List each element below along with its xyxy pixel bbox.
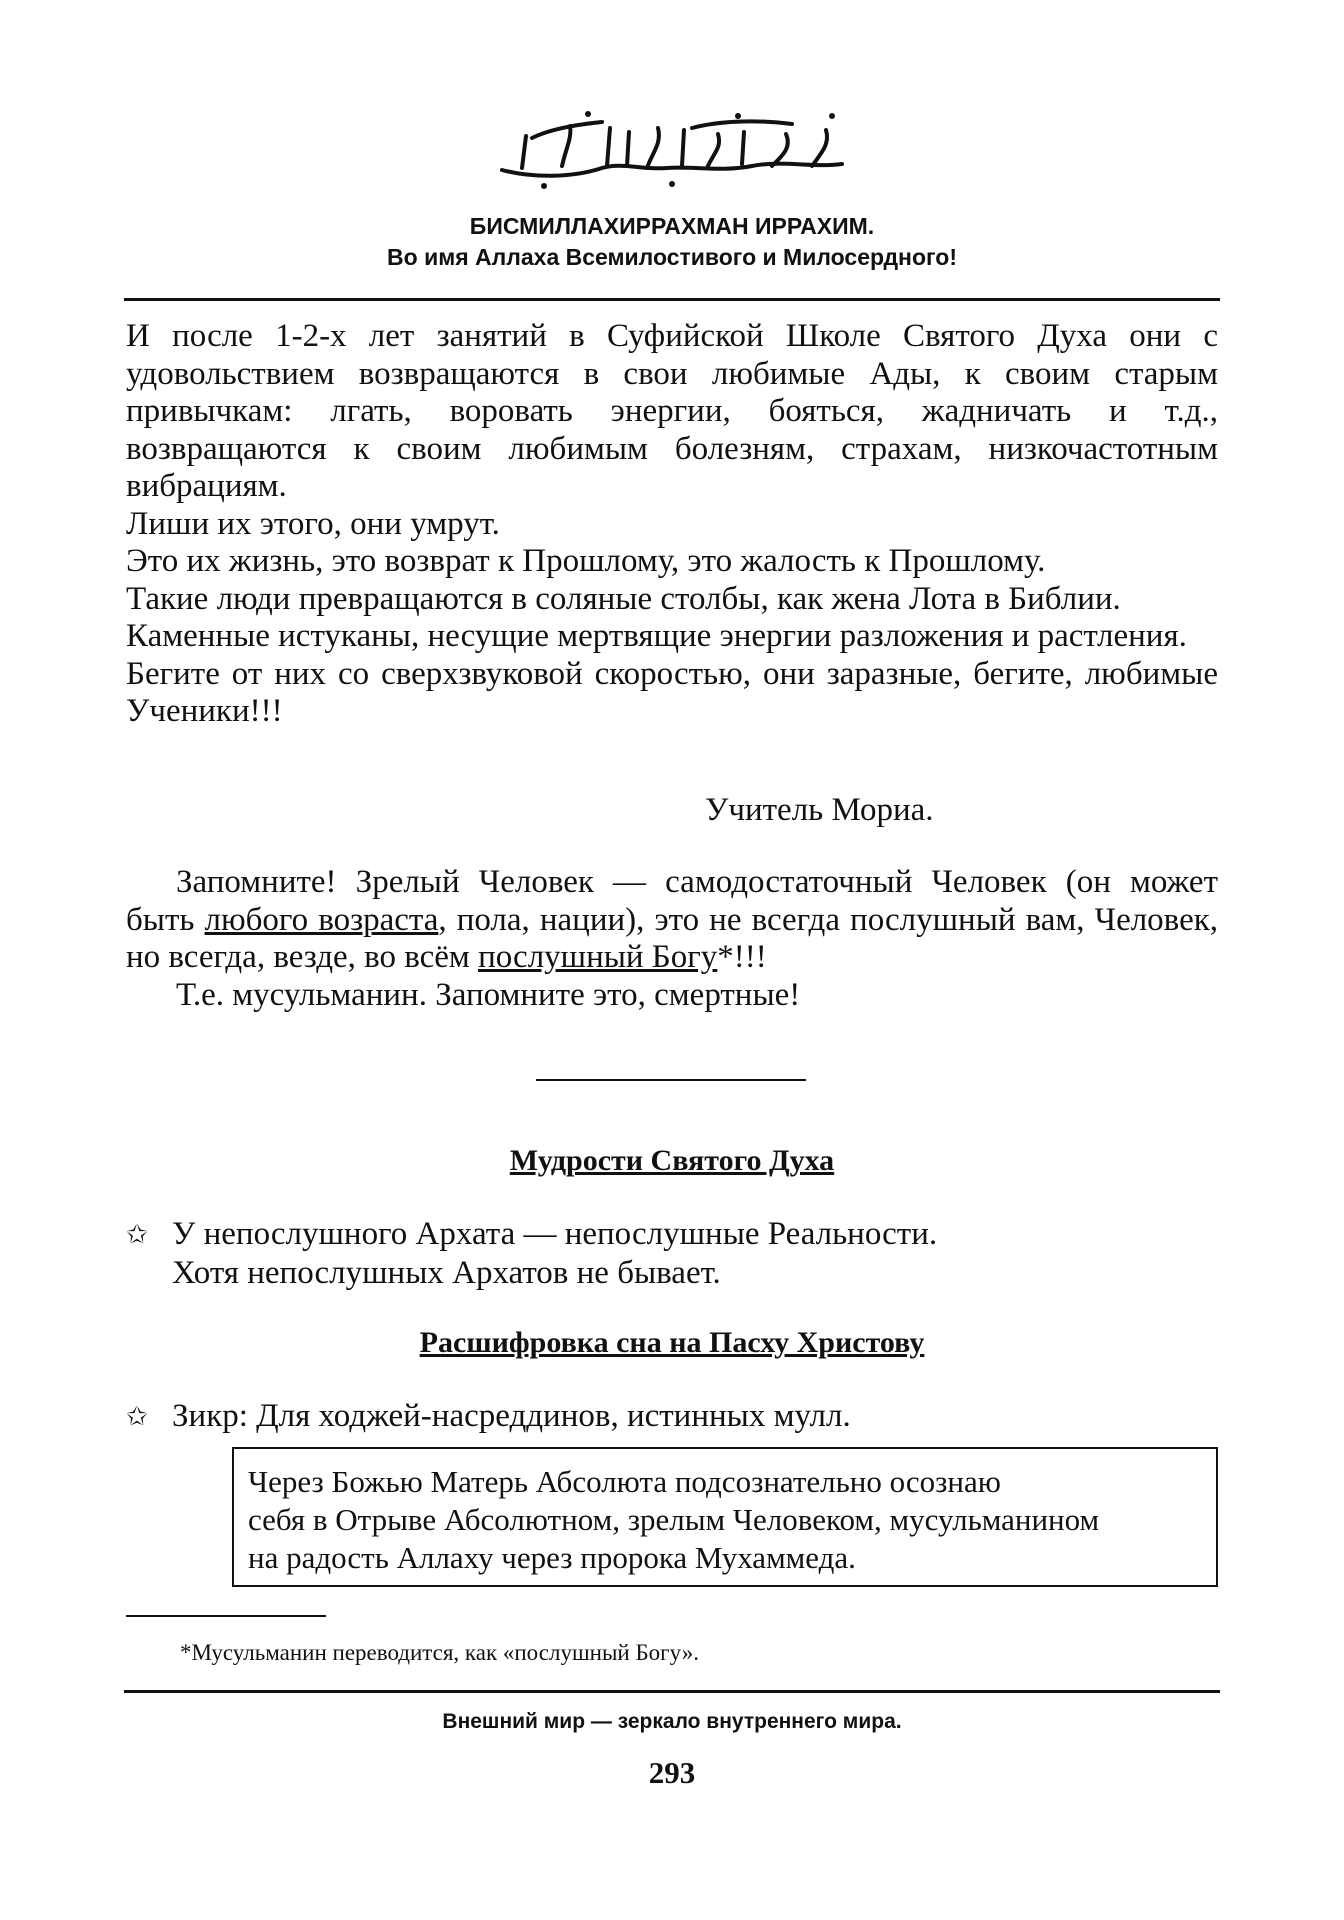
paragraph: Каменные истуканы, несущие мертвящие энергии разложения и растления.: [126, 618, 1187, 654]
boxed-affirmation: Через Божью Матерь Абсолюта подсознательно осознаю себя в Отрыве Абсолютном, зрелым Человеком, мусульманином на радость Аллаху через пророка Мухаммеда.: [232, 1447, 1218, 1587]
star-icon: ✩: [126, 1220, 148, 1249]
list-item: ✩ У непослушного Архата — непослушные Реальности. Хотя непослушных Архатов не бывает.: [126, 1216, 938, 1291]
reminder-paragraph: Запомните! Зрелый Человек — самодостаточный Человек (он может быть любого возраста, пола, нации), это не всегда послушный вам, Человек, но всегда, везде, во всём послушный Богу*!!!: [126, 864, 1219, 975]
paragraph: И после 1-2-х лет занятий в Суфийской Школе Святого Духа они с удовольствием возвращаются в свои любимые Ады, к своим старым привычкам: лгать, воровать энергии, бояться, жадничать и т.д., возвращаются к своим любимым болезням, страхам, низкочастотным вибрациям.: [126, 318, 1218, 504]
list-item: ✩ Зикр: Для ходжей-насреддинов, истинных мулл.: [126, 1398, 851, 1434]
paragraph: Бегите от них со сверхзвуковой скоростью, они заразные, бегите, любимые Ученики!!!: [126, 655, 1218, 729]
paragraph: Лиши их этого, они умрут.: [126, 505, 500, 542]
signature: Учитель Мориа.: [705, 792, 934, 828]
reminder-line: Т.е. мусульманин. Запомните это, смертные!: [176, 976, 801, 1013]
underlined-phrase: любого возраста: [204, 901, 439, 938]
footnote: *Мусульманин переводится, как «послушный Богу».: [180, 1640, 699, 1665]
footer-divider: [124, 1690, 1220, 1693]
section-title: Мудрости Святого Духа: [509, 1144, 835, 1177]
page-number: 293: [648, 1755, 696, 1790]
footer-motto: Внешний мир — зеркало внутреннего мира.: [442, 1710, 902, 1733]
section-title: Расшифровка сна на Пасху Христову: [419, 1326, 925, 1359]
reminder-block: [126, 864, 1218, 1014]
underlined-phrase: послушный Богу: [478, 939, 718, 975]
svg-text:بِسْمِ اللَّهِ الرَّحْمَنِ الر: بِسْمِ اللَّهِ الرَّحْمَنِ الرَّحِيمِ: [667, 168, 677, 169]
header-subtitle: Во имя Аллаха Всемилостивого и Милосердного!: [387, 244, 957, 270]
bismillah-calligraphy: [492, 108, 852, 192]
main-text-block: [126, 318, 1218, 731]
paragraph: Это их жизнь, это возврат к Прошлому, это жалость к Прошлому.: [126, 543, 1046, 579]
header-title: БИСМИЛЛАХИРРАХМАН ИРРАХИМ.: [469, 213, 875, 239]
paragraph: Такие люди превращаются в соляные столбы, как жена Лота в Библии.: [126, 580, 1121, 617]
header-divider: [124, 298, 1220, 301]
star-icon: ✩: [126, 1402, 148, 1431]
section-divider: [536, 1079, 806, 1081]
footnote-divider: [126, 1615, 326, 1617]
